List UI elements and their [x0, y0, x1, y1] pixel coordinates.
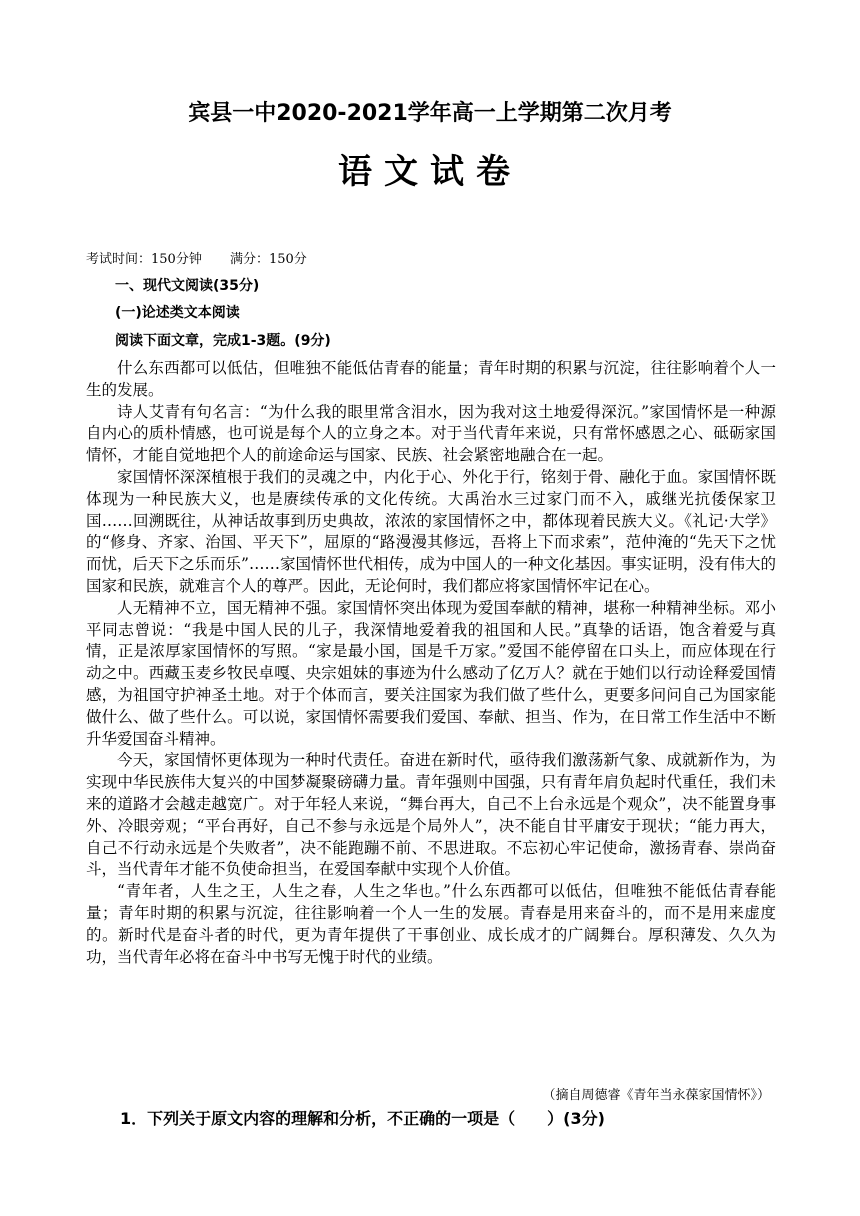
exam-time: 考试时间：150分钟 [86, 252, 202, 267]
exam-info [86, 248, 331, 267]
passage-paragraph: 家国情怀深深植根于我们的灵魂之中，内化于心、外化于行，铭刻于骨、融化于血。家国情怀既体现为一种民族大义，也是赓续传承的文化传统。大禹治水三过家门而不入，戚继光抗倭保家卫国……回溯既往，从神话故事到历史典故，浓浓的家国情怀之中，都体现着民族大义。《礼记·大学》的“修身、齐家、治国、平天下”，屈原的“路漫漫其修远，吾将上下而求索”，范仲淹的“先天下之忧而忧，后天下之乐而乐”……家国情怀世代相传，成为中国人的一种文化基因。事实证明，没有伟大的国家和民族，就难言个人的尊严。因此，无论何时，我们都应将家国情怀牢记在心。 [86, 467, 776, 595]
passage-paragraph: “青年者，人生之王，人生之春，人生之华也。”什么东西都可以低估，但唯独不能低估青春能量；青年时期的积累与沉淀，往往影响着一个人一生的发展。青春是用来奋斗的，而不是用来虚度的。新时代是奋斗者的时代，更为青年提供了干事创业、成长成才的广阔舞台。厚积薄发、久久为功，当代青年必将在奋斗中书写无愧于时代的业绩。 [86, 882, 776, 966]
question-1: 1．下列关于原文内容的理解和分析，不正确的一项是（ ）(3分) [120, 1109, 605, 1128]
passage-paragraph: 今天，家国情怀更体现为一种时代责任。奋进在新时代，亟待我们激荡新气象、成就新作为，为实现中华民族伟大复兴的中国梦凝聚磅礴力量。青年强则中国强，只有青年肩负起时代重任，我们未来的道路才会越走越宽广。对于年轻人来说，“舞台再大，自己不上台永远是个观众”，决不能置身事外、冷眼旁观；“平台再好，自己不参与永远是个局外人”，决不能自甘平庸安于现状；“能力再大，自己不行动永远是个失败者”，决不能跑蹦不前、不思进取。不忘初心牢记使命，激扬青春、崇尚奋斗，当代青年才能不负使命担当，在爱国奉献中实现个人价值。 [86, 751, 776, 879]
passage-paragraph: 诗人艾青有句名言：“为什么我的眼里常含泪水，因为我对这土地爱得深沉。”家国情怀是一种源自内心的质朴情感，也可说是每个人的立身之本。对于当代青年来说，只有常怀感恩之心、砥砺家国情怀，才能自觉地把个人的前途命运与国家、民族、社会紧密地融合在一起。 [86, 402, 776, 465]
section-heading: 一、现代文阅读(35分) [115, 278, 260, 294]
passage-source: （摘自周德睿《青年当永葆家国情怀》） [542, 1088, 770, 1103]
subsection-heading: (一)论述类文本阅读 [115, 305, 240, 321]
passage-paragraph: 人无精神不立，国无精神不强。家国情怀突出体现为爱国奉献的精神，堪称一种精神坐标。邓小平同志曾说：“我是中国人民的儿子，我深情地爱着我的祖国和人民。”真挚的话语，饱含着爱与真情，正是浓厚家国情怀的写照。“家是最小国，国是千万家。”爱国不能停留在口头上，而应体现在行动之中。西藏玉麦乡牧民卓嘎、央宗姐妹的事迹为什么感动了亿万人？就在于她们以行动诠释爱国情感，为祖国守护神圣土地。对于个体而言，要关注国家为我们做了些什么，更要多问问自己为国家能做什么、做了些什么。可以说，家国情怀需要我们爱国、奉献、担当、作为，在日常工作生活中不断升华爱国奋斗精神。 [86, 598, 776, 748]
reading-passage [86, 358, 776, 968]
exam-title: 宾县一中2020-2021学年高一上学期第二次月考 [188, 101, 672, 126]
exam-subject-title: 语文试卷 [338, 152, 522, 192]
passage-paragraph: 什么东西都可以低估，但唯独不能低估青春的能量；青年时期的积累与沉淀，往往影响着个人一生的发展。 [86, 359, 776, 399]
exam-score: 满分：150分 [229, 252, 307, 267]
reading-instruction: 阅读下面文章，完成1-3题。(9分) [115, 333, 331, 349]
